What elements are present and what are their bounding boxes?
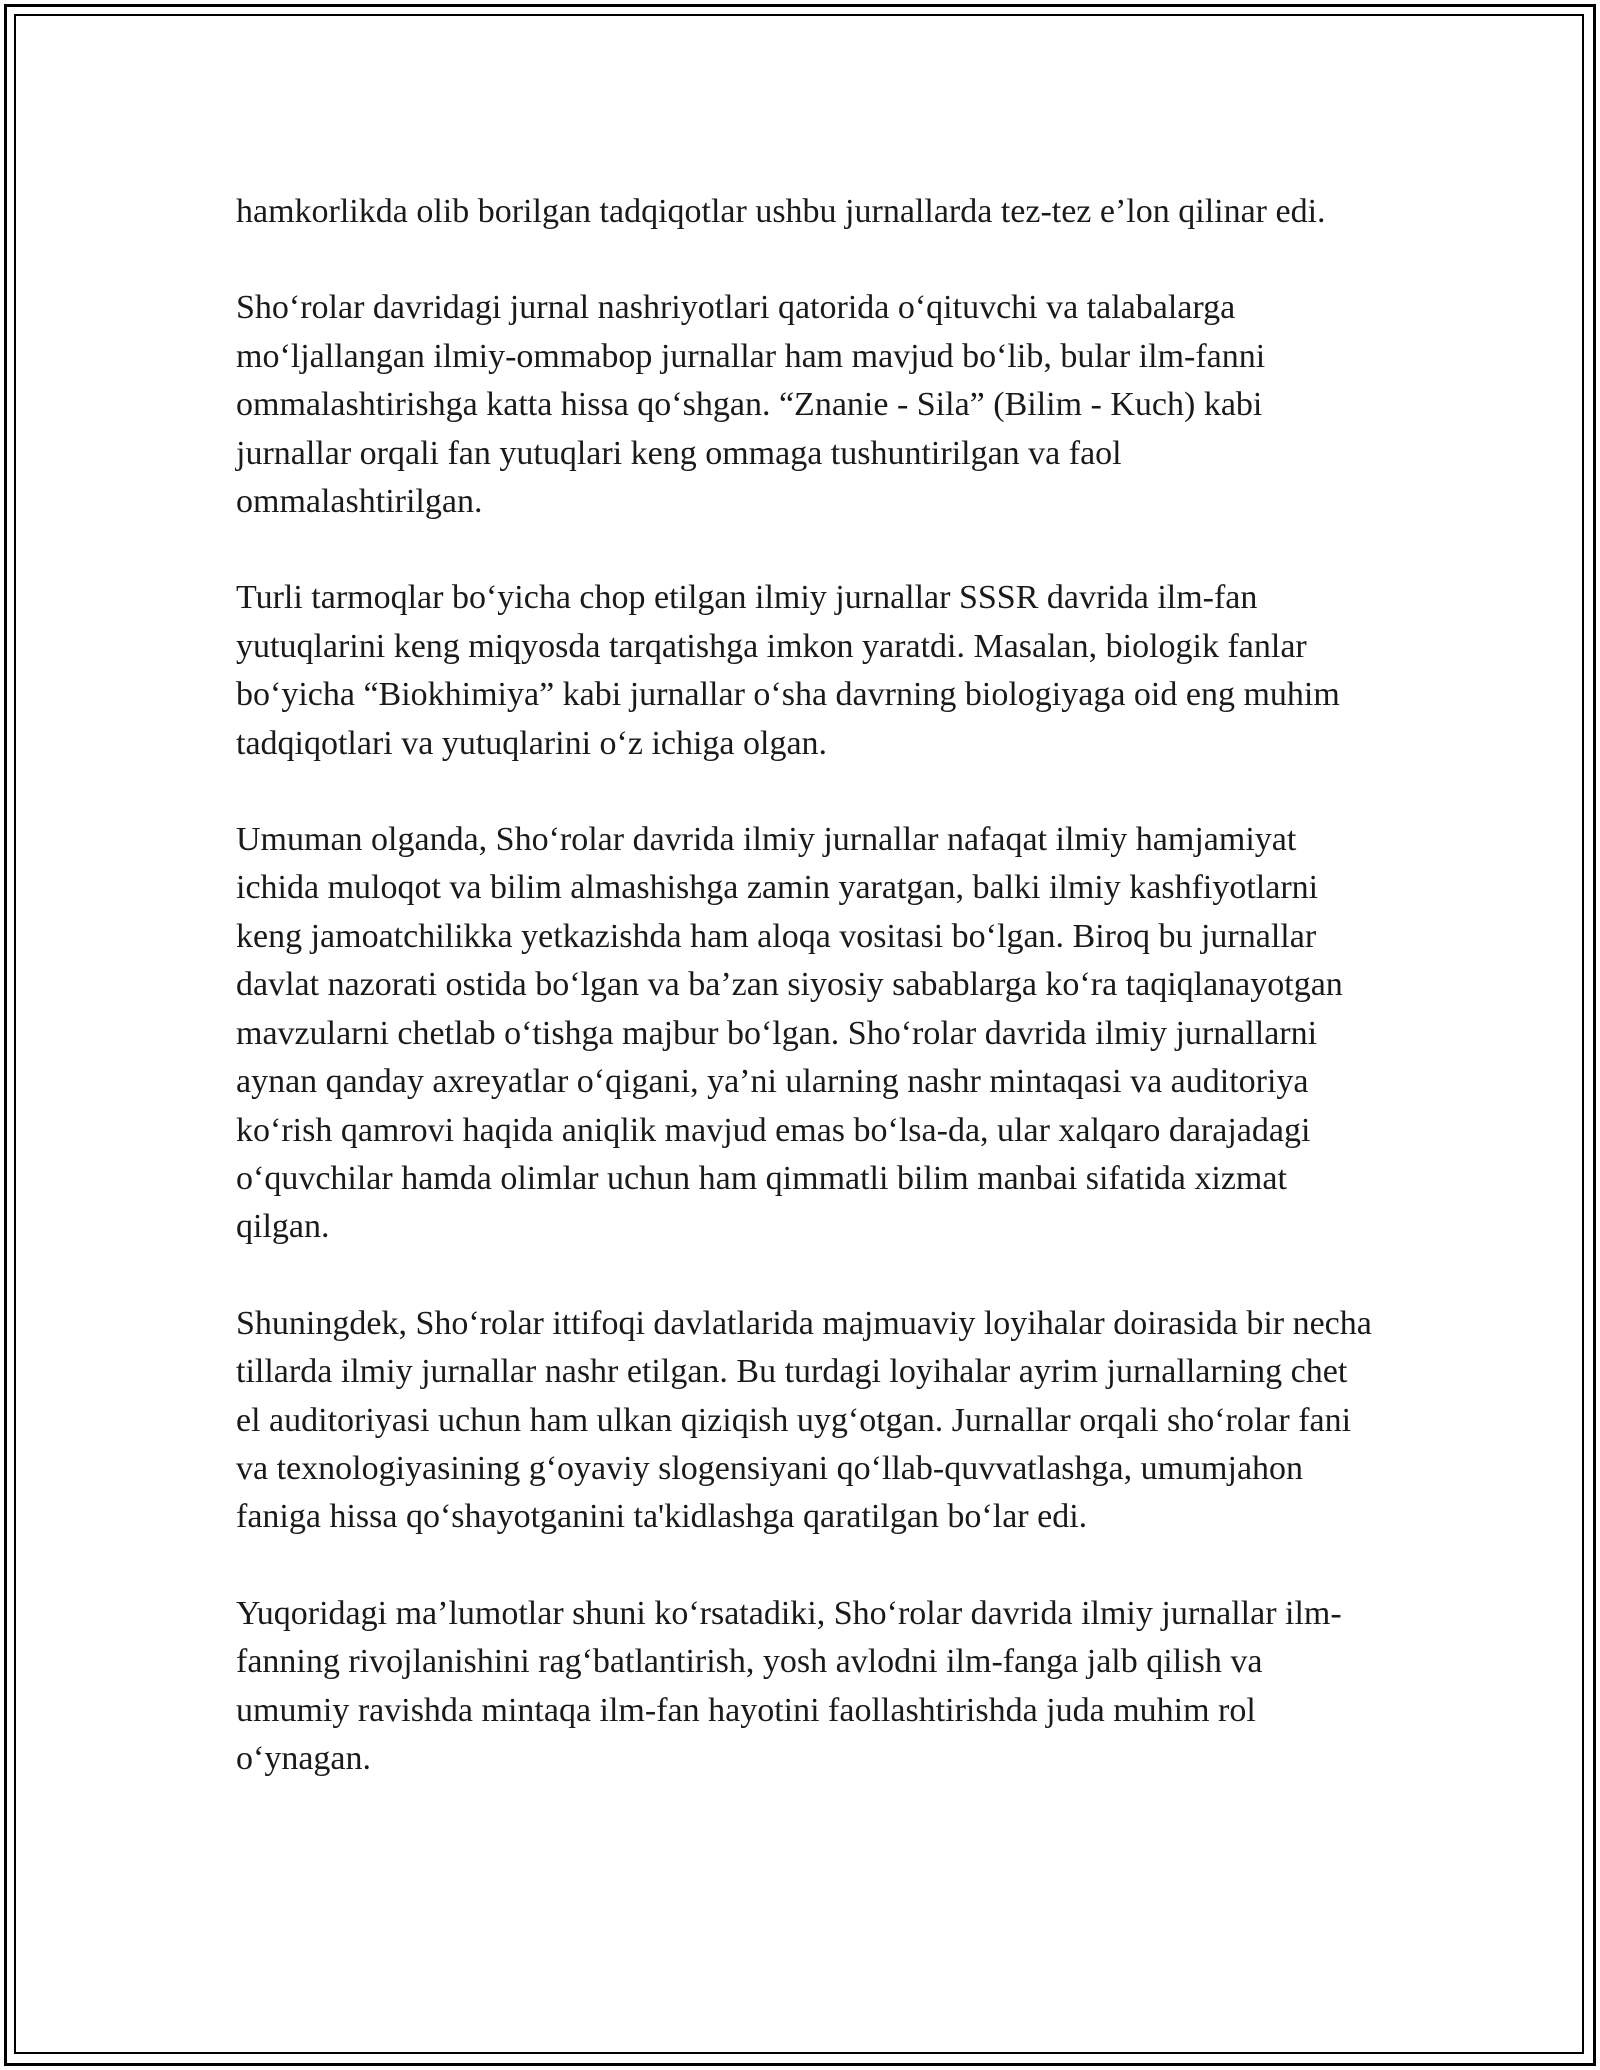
paragraph-conclusion: Yuqoridagi ma’lumotlar shuni ko‘rsatadiki, Sho‘rolar davrida ilmiy jurnallar ilm-fanning rivojlanishini rag‘batlantirish, yosh avlodni ilm-fanga jalb qilish va umumiy ravishda mintaqa ilm-fan hayotini faollashtirishda juda muhim rol o‘ynagan. xyxy=(236,1594,1342,1777)
paragraph-general-overview: Umuman olganda, Sho‘rolar davrida ilmiy jurnallar nafaqat ilmiy hamjamiyat ichida muloqot va bilim almashishga zamin yaratgan, balki ilmiy kashfiyotlarni keng jamoatchilikka yetkazishda ham aloqa vositasi bo‘lgan. Biroq bu jurnallar davlat nazorati ostida bo‘lgan va ba’zan siyosiy sabablarga ko‘ra taqiqlanayotgan mavzularni chetlab o‘tishga majbur bo‘lgan. Sho‘rolar davrida ilmiy jurnallarni aynan qanday axreyatlar o‘qigani, ya’ni ularning nashr mintaqasi va auditoriya ko‘rish qamrovi haqida aniqlik mavjud emas bo‘lsa-da, ular xalqaro darajadagi o‘quvchilar hamda olimlar uchun ham qimmatli bilim manbai sifatida xizmat qilgan. xyxy=(236,821,1343,1246)
paragraph-popular-journals: Sho‘rolar davridagi jurnal nashriyotlari qatorida o‘qituvchi va talabalarga mo‘ljallangan ilmiy-ommabop jurnallar ham mavjud bo‘lib, bular ilm-fanni ommalashtirishga katta hissa qo‘shgan. “Znanie - Sila” (Bilim - Kuch) kabi jurnallar orqali fan yutuqlari keng ommaga tushuntirilgan va faol ommalashtirilgan. xyxy=(236,289,1266,521)
document-body xyxy=(236,188,1376,1783)
paragraph-branch-journals: Turli tarmoqlar bo‘yicha chop etilgan ilmiy jurnallar SSSR davrida ilm-fan yutuqlarini keng miqyosda tarqatishga imkon yaratdi. Masalan, biologik fanlar bo‘yicha “Biokhimiya” kabi jurnallar o‘sha davrning biologiyaga oid eng muhim tadqiqotlari va yutuqlarini o‘z ichiga olgan. xyxy=(236,579,1340,762)
paragraph-multilingual-projects: Shuningdek, Sho‘rolar ittifoqi davlatlarida majmuaviy loyihalar doirasida bir necha tillarda ilmiy jurnallar nashr etilgan. Bu turdagi loyihalar ayrim jurnallarning chet el auditoriyasi uchun ham ulkan qiziqish uyg‘otgan. Jurnallar orqali sho‘rolar fani va texnologiyasining g‘oyaviy slogensiyani qo‘llab-quvvatlashga, umumjahon faniga hissa qo‘shayotganini ta'kidlashga qaratilgan bo‘lar edi. xyxy=(236,1304,1372,1536)
paragraph-continuation: hamkorlikda olib borilgan tadqiqotlar ushbu jurnallarda tez-tez e’lon qilinar edi. xyxy=(236,193,1326,230)
